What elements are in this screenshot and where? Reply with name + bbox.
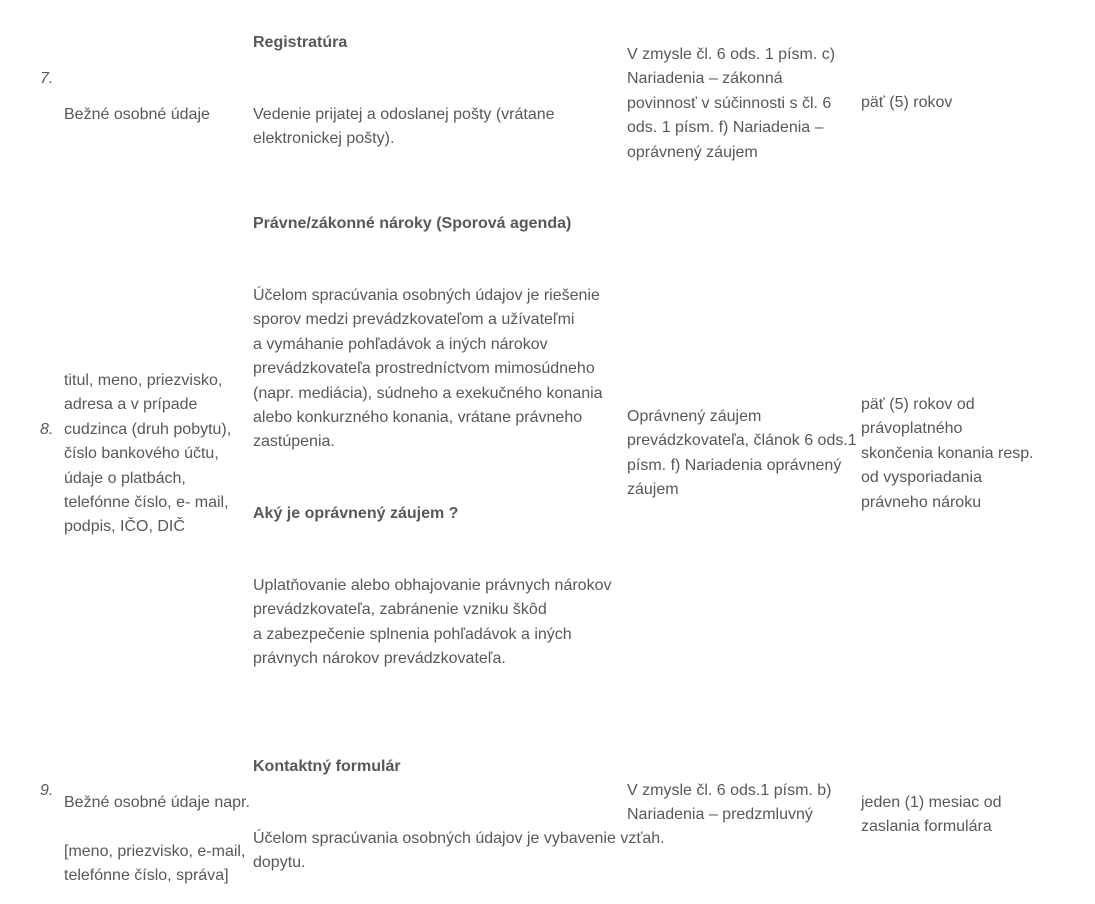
- personal-data-cell: [64, 103, 252, 127]
- text-line: oprávnený záujem: [627, 143, 758, 161]
- legitimate-interest-heading: Aký je oprávnený záujem ?: [253, 505, 459, 522]
- text-line: prevádzkovateľa, zabránenie vzniku škôd: [253, 601, 547, 619]
- text-line: alebo konkurzného konania, vrátane právneho: [253, 409, 583, 427]
- text-line: právnych nárokov prevádzkovateľa.: [253, 650, 506, 668]
- text-line: číslo bankového účtu,: [64, 445, 219, 463]
- text-line: päť (5) rokov: [861, 94, 953, 111]
- text-line: adresa a v prípade: [64, 396, 198, 414]
- text-line: V zmysle čl. 6 ods. 1 písm. c): [627, 46, 836, 63]
- personal-data-label: Bežné osobné údaje napr.: [64, 794, 250, 811]
- text-line: ods. 1 písm. f) Nariadenia –: [627, 119, 824, 137]
- row-title: Registratúra: [253, 34, 348, 51]
- purpose-cell: [253, 827, 693, 876]
- text-line: písm. f) Nariadenia oprávnený: [627, 456, 842, 474]
- retention-cell: [861, 791, 1051, 840]
- text-line: Uplatňovanie alebo obhajovanie právnych nárokov: [253, 577, 612, 594]
- text-line: a zabezpečenie splnenia pohľadávok a iných: [253, 625, 572, 643]
- retention-cell: [861, 91, 1051, 115]
- text-line: titul, meno, priezvisko,: [64, 372, 223, 389]
- text-line: telefónne číslo, e- mail,: [64, 494, 229, 512]
- text-line: telefónne číslo, správa]: [64, 867, 229, 885]
- text-line: päť (5) rokov od: [861, 396, 975, 413]
- text-line: Oprávnený záujem: [627, 408, 762, 425]
- text-line: a vymáhanie pohľadávok a iných nárokov: [253, 335, 548, 353]
- text-line: zastúpenia.: [253, 433, 335, 451]
- text-line: zaslania formulára: [861, 818, 992, 836]
- text-line: V zmysle čl. 6 ods.1 písm. b): [627, 782, 832, 799]
- text-line: Bežné osobné údaje: [64, 106, 210, 123]
- text-line: záujem: [627, 481, 679, 499]
- text-line: Vedenie prijatej a odoslanej pošty (vrátane: [253, 106, 555, 123]
- text-line: Nariadenia – predzmluvný: [627, 806, 813, 824]
- text-line: [meno, priezvisko, e-mail,: [64, 843, 246, 860]
- legal-basis-cell: [627, 779, 859, 828]
- personal-data-cell: [64, 840, 252, 889]
- legitimate-interest-cell: [253, 574, 627, 672]
- text-line: právneho nároku: [861, 493, 982, 511]
- text-line: jeden (1) mesiac od: [861, 794, 1002, 811]
- text-line: podpis, IČO, DIČ: [64, 518, 185, 536]
- text-line: údaje o platbách,: [64, 469, 186, 487]
- text-line: dopytu.: [253, 854, 306, 872]
- text-line: právoplatného: [861, 420, 963, 438]
- text-line: cudzinca (druh pobytu),: [64, 420, 232, 438]
- text-line: Nariadenia – zákonná: [627, 70, 783, 88]
- text-line: prevádzkovateľa prostredníctvom mimosúdneho: [253, 360, 595, 378]
- text-line: elektronickej pošty).: [253, 130, 395, 148]
- text-line: prevádzkovateľa, článok 6 ods.1: [627, 432, 857, 450]
- legal-basis-cell: [627, 43, 859, 165]
- row-number: 9.: [40, 782, 54, 799]
- row-number: 8.: [40, 421, 54, 438]
- row-title: Kontaktný formulár: [253, 758, 401, 775]
- purpose-cell: [253, 103, 627, 152]
- text-line: Účelom spracúvania osobných údajov je riešenie: [253, 287, 600, 304]
- personal-data-cell: [64, 369, 252, 540]
- purpose-cell: [253, 284, 627, 455]
- legal-basis-cell: [627, 405, 859, 503]
- row-number: 7.: [40, 70, 54, 87]
- text-line: od vysporiadania: [861, 469, 982, 487]
- text-line: (napr. mediácia), súdneho a exekučného konania: [253, 384, 603, 402]
- text-line: Účelom spracúvania osobných údajov je vybavenie vzťah.: [253, 830, 665, 847]
- retention-cell: [861, 393, 1051, 515]
- text-line: sporov medzi prevádzkovateľom a užívateľmi: [253, 311, 575, 329]
- row-title: Právne/zákonné nároky (Sporová agenda): [253, 215, 572, 232]
- text-line: skončenia konania resp.: [861, 444, 1034, 462]
- text-line: povinnosť v súčinnosti s čl. 6: [627, 94, 832, 112]
